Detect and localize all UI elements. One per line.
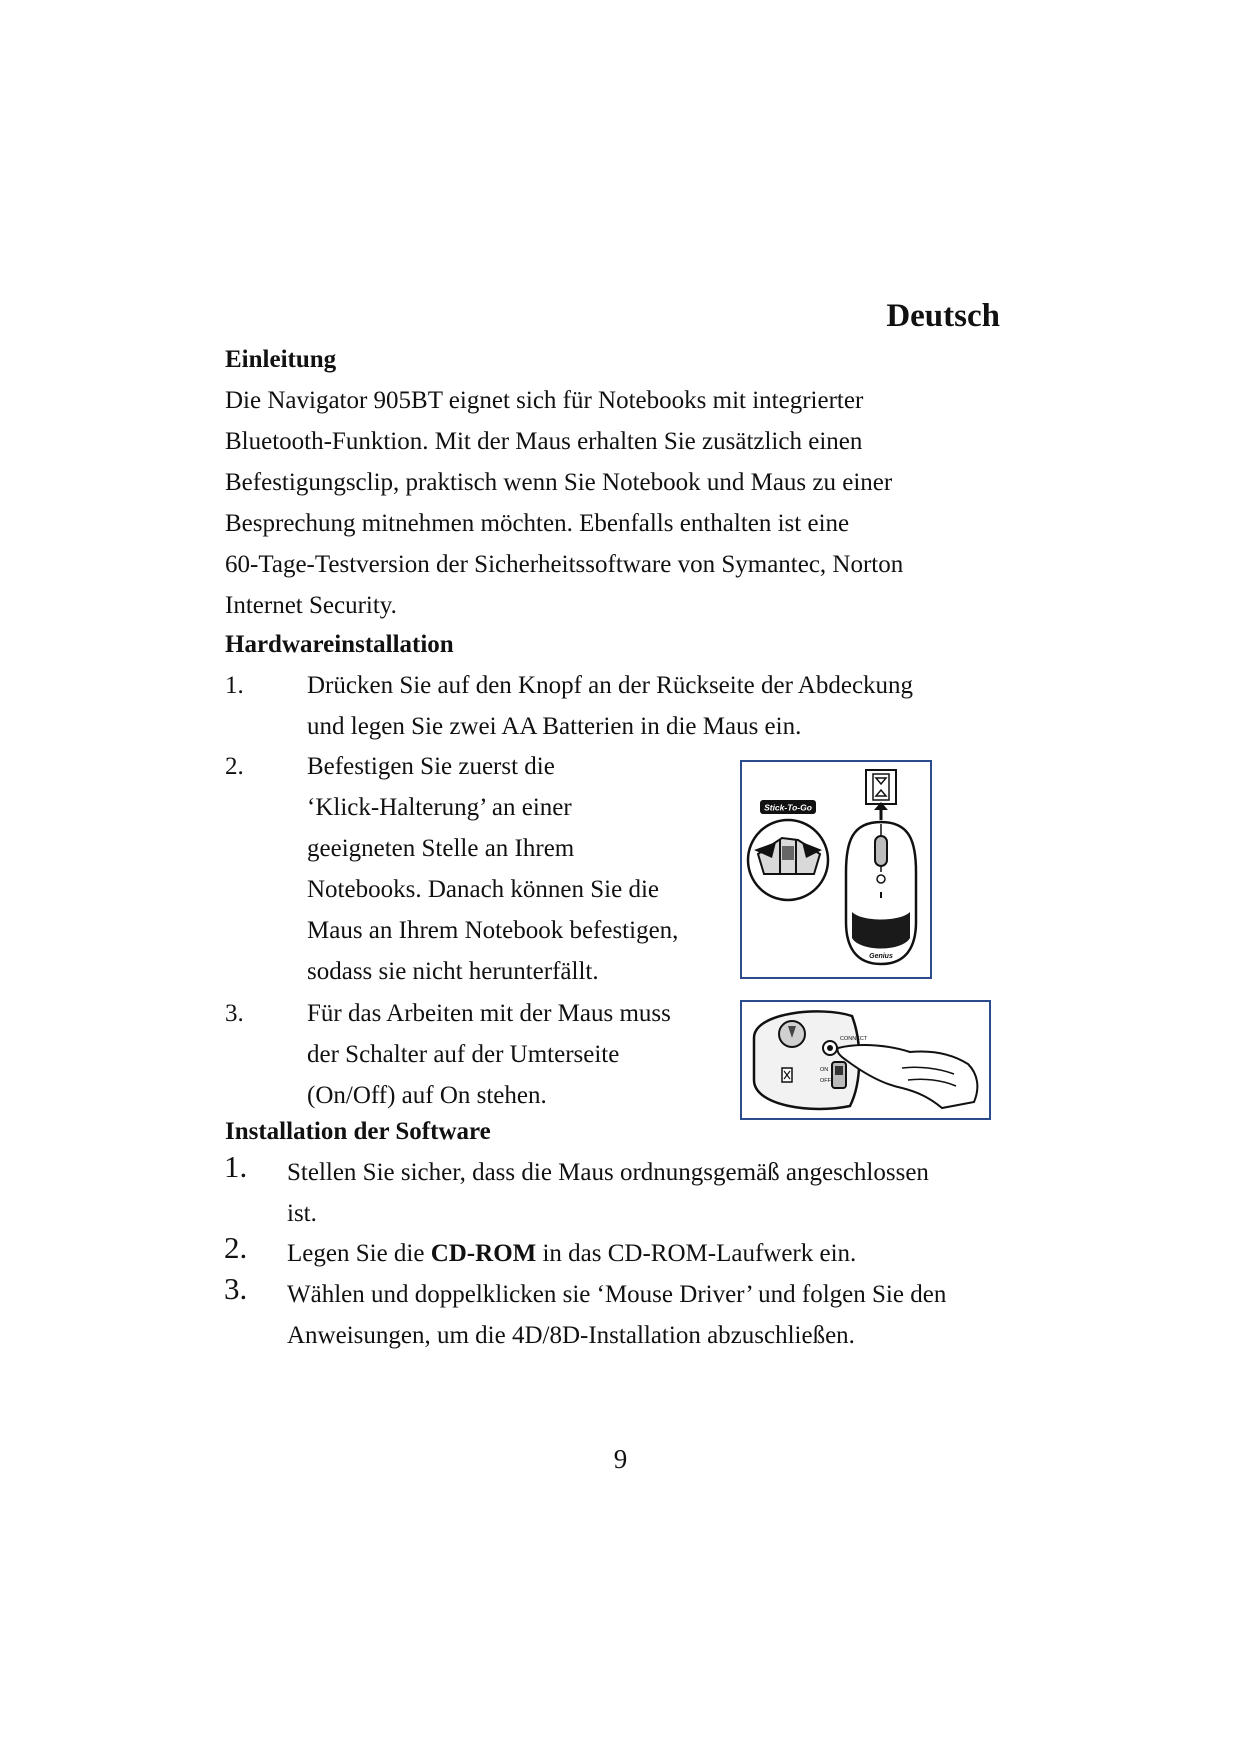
step-line: ‘Klick-Halterung’ an einer bbox=[307, 794, 572, 821]
step-line: Maus an Ihrem Notebook befestigen, bbox=[307, 917, 679, 944]
intro-line: Befestigungsclip, praktisch wenn Sie Notebook und Maus zu einer bbox=[225, 469, 893, 496]
switch-on-label: ON bbox=[820, 1067, 829, 1073]
page-number: 9 bbox=[613, 1444, 628, 1474]
intro-line: Die Navigator 905BT eignet sich für Notebooks mit integrierter bbox=[225, 387, 864, 414]
step-line: (On/Off) auf On stehen. bbox=[307, 1082, 547, 1109]
software-step-number: 2. bbox=[224, 1230, 248, 1265]
hardware-step-3 bbox=[307, 993, 671, 1116]
software-heading: Installation der Software bbox=[225, 1118, 491, 1145]
power-switch-drawing bbox=[742, 1002, 989, 1118]
intro-heading: Einleitung bbox=[225, 346, 337, 373]
mouse-clip-illustration bbox=[740, 760, 932, 979]
step-line: geeigneten Stelle an Ihrem bbox=[307, 835, 575, 862]
software-step-2 bbox=[287, 1233, 999, 1274]
intro-line: 60-Tage-Testversion der Sicherheitssoftware von Symantec, Norton bbox=[225, 551, 904, 578]
hardware-heading: Hardwareinstallation bbox=[225, 631, 454, 658]
intro-line: Besprechung mitnehmen möchten. Ebenfalls enthalten ist eine bbox=[225, 510, 850, 537]
brand-logo-text: Genius bbox=[869, 953, 893, 960]
software-step-3 bbox=[287, 1274, 999, 1356]
software-step-1 bbox=[287, 1152, 999, 1234]
step-text: Legen Sie die bbox=[287, 1240, 431, 1267]
step-line: Stellen Sie sicher, dass die Maus ordnungsgemäß angeschlossen bbox=[287, 1159, 929, 1186]
step-line: Befestigen Sie zuerst die bbox=[307, 753, 555, 780]
hardware-step-1 bbox=[307, 665, 913, 747]
step-line: Anweisungen, um die 4D/8D-Installation abzuschließen. bbox=[287, 1322, 855, 1349]
step-line: der Schalter auf der Umterseite bbox=[307, 1041, 620, 1068]
hardware-step-number: 2. bbox=[225, 753, 244, 780]
connect-label: CONNECT bbox=[840, 1036, 868, 1042]
software-step-number: 1. bbox=[224, 1149, 248, 1184]
step-line: sodass sie nicht herunterfällt. bbox=[307, 958, 599, 985]
step-text: in das CD-ROM-Laufwerk ein. bbox=[536, 1240, 857, 1267]
step-line: Drücken Sie auf den Knopf an der Rückseite der Abdeckung bbox=[307, 672, 914, 699]
language-heading: Deutsch bbox=[886, 298, 1000, 334]
step-line: ist. bbox=[287, 1200, 317, 1227]
intro-line: Internet Security. bbox=[225, 592, 397, 619]
hardware-step-number: 1. bbox=[225, 672, 244, 699]
stick-to-go-label: Stick-To-Go bbox=[764, 802, 812, 813]
mouse-clip-drawing bbox=[742, 762, 930, 977]
switch-off-label: OFF bbox=[820, 1078, 831, 1084]
hardware-step-2 bbox=[307, 746, 678, 992]
intro-paragraph bbox=[225, 380, 1005, 626]
step-line: Wählen und doppelklicken sie ‘Mouse Driver’ und folgen Sie den bbox=[287, 1281, 947, 1308]
cd-rom-bold-text: CD-ROM bbox=[430, 1240, 537, 1267]
step-line: und legen Sie zwei AA Batterien in die Maus ein. bbox=[307, 713, 802, 740]
intro-line: Bluetooth-Funktion. Mit der Maus erhalten Sie zusätzlich einen bbox=[225, 428, 863, 455]
step-line: Für das Arbeiten mit der Maus muss bbox=[307, 1000, 671, 1027]
hardware-step-number: 3. bbox=[225, 1000, 244, 1027]
software-step-number: 3. bbox=[224, 1271, 248, 1306]
step-line: Notebooks. Danach können Sie die bbox=[307, 876, 660, 903]
power-switch-illustration bbox=[740, 1000, 991, 1120]
